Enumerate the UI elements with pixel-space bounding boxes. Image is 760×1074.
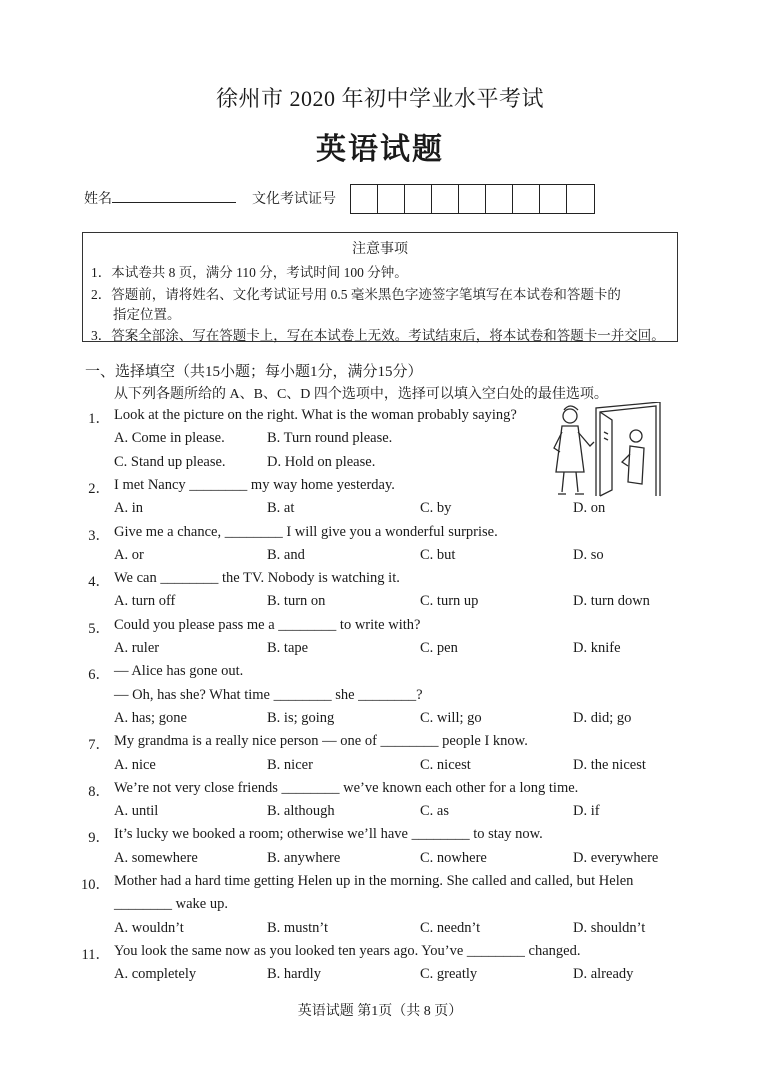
option-c[interactable]: C. turn up [420, 593, 479, 610]
question-stem: — Alice has gone out. [114, 663, 244, 680]
question-number: 3． [88, 527, 110, 544]
option-a[interactable]: A. wouldn’t [114, 919, 184, 936]
exam-id-box[interactable] [405, 185, 432, 213]
question-stem: ________ wake up. [114, 896, 228, 913]
option-d[interactable]: D. already [573, 966, 634, 983]
question-number: 1． [88, 411, 110, 427]
exam-title: 徐州市 2020 年初中学业水平考试 [215, 86, 544, 111]
question-stem: I met Nancy ________ my way home yesterday. [114, 476, 395, 493]
option-d[interactable]: D. shouldn’t [573, 919, 646, 936]
option-c[interactable]: C. nicest [420, 756, 471, 773]
notice-box [82, 232, 678, 342]
option-b[interactable]: B. and [267, 546, 305, 563]
exam-id-box[interactable] [432, 185, 459, 213]
question-stem: Mother had a hard time getting Helen up in the morning. She called and called, but Helen [114, 873, 634, 889]
option-a[interactable]: A. nice [114, 756, 156, 773]
exam-id-boxes[interactable] [350, 184, 595, 214]
section-heading: 一、选择填空（共15小题；每小题1分，满分15分） [85, 364, 423, 380]
question-stem: We can ________ the TV. Nobody is watching it. [114, 570, 400, 587]
name-label: 姓名 [84, 192, 112, 207]
option-b[interactable]: B. although [267, 803, 335, 820]
option-a[interactable]: A. ruler [114, 640, 160, 656]
exam-id-box[interactable] [351, 185, 378, 213]
option-a[interactable]: A. Come in please. [114, 430, 225, 447]
option-c[interactable]: C. but [420, 546, 456, 563]
question-number: 4． [88, 574, 110, 591]
option-a[interactable]: A. somewhere [114, 849, 198, 866]
question-number: 9． [88, 830, 110, 847]
option-a[interactable]: A. completely [114, 966, 197, 983]
option-c[interactable]: C. by [420, 500, 452, 517]
option-b[interactable]: B. Turn round please. [267, 430, 393, 447]
exam-id-box[interactable] [486, 185, 513, 213]
question-number: 6． [88, 667, 110, 684]
option-b[interactable]: B. mustn’t [267, 919, 328, 936]
question-number: 5． [88, 620, 110, 637]
notice-heading: 注意事项 [352, 242, 408, 257]
option-a[interactable]: A. in [114, 500, 143, 517]
exam-id-box[interactable] [459, 185, 486, 213]
question-stem: — Oh, has she? What time ________ she ________? [114, 686, 423, 703]
exam-id-box[interactable] [540, 185, 567, 213]
option-c[interactable]: C. greatly [420, 966, 478, 983]
name-underline[interactable] [112, 188, 236, 203]
page-footer: 英语试题 第1页（共 8 页） [297, 1004, 463, 1019]
notice-line-2: 2．答题前，请将姓名、文化考试证号用 0.5 毫米黑色字迹签字笔填写在本试卷和答题卡的 [91, 287, 621, 302]
option-b[interactable]: B. turn on [267, 593, 326, 610]
question-number: 2． [88, 480, 110, 497]
question-stem: We’re not very close friends ________ we’ve known each other for a long time. [114, 779, 579, 796]
question-number: 7． [88, 737, 110, 754]
option-a[interactable]: A. until [114, 803, 159, 820]
exam-id-box[interactable] [378, 185, 405, 213]
option-a[interactable]: A. turn off [114, 593, 176, 610]
option-c[interactable]: C. needn’t [420, 919, 481, 936]
option-d[interactable]: D. Hold on please. [267, 453, 376, 470]
question-stem: Look at the picture on the right. What is the woman probably saying? [114, 407, 517, 423]
option-b[interactable]: B. anywhere [267, 849, 341, 866]
notice-line-1: 1．本试卷共 8 页，满分 110 分，考试时间 100 分钟。 [91, 265, 408, 280]
option-a[interactable]: A. has; gone [114, 709, 187, 726]
question-stem: Give me a chance, ________ I will give you a wonderful surprise. [114, 523, 498, 540]
question-stem: Could you please pass me a ________ to write with? [114, 616, 421, 633]
name-field[interactable] [84, 188, 236, 208]
option-c[interactable]: C. Stand up please. [114, 453, 226, 470]
option-b[interactable]: B. hardly [267, 966, 321, 983]
question-number: 8． [88, 783, 110, 800]
option-d[interactable]: D. knife [573, 640, 621, 656]
option-d[interactable]: D. the nicest [573, 756, 646, 773]
option-b[interactable]: B. tape [267, 640, 309, 656]
option-d[interactable]: D. did; go [573, 709, 632, 726]
option-a[interactable]: A. or [114, 546, 144, 563]
option-c[interactable]: C. as [420, 803, 449, 820]
option-c[interactable]: C. nowhere [420, 849, 487, 866]
question-stem: You look the same now as you looked ten years ago. You’ve ________ changed. [114, 942, 581, 959]
woman-at-door-illustration [548, 402, 666, 498]
question-number: 10． [81, 877, 110, 893]
subject-title: 英语试题 [316, 132, 444, 167]
option-d[interactable]: D. everywhere [573, 849, 659, 866]
question-stem: My grandma is a really nice person — one of ________ people I know. [114, 733, 528, 750]
section-instruction: 从下列各题所给的 A、B、C、D 四个选项中，选择可以填入空白处的最佳选项。 [114, 387, 608, 402]
notice-line-2-cont: 指定位置。 [113, 307, 181, 322]
option-d[interactable]: D. so [573, 546, 604, 563]
option-b[interactable]: B. at [267, 500, 295, 517]
option-d[interactable]: D. if [573, 803, 600, 820]
exam-id-label: 文化考试证号 [252, 192, 336, 207]
option-c[interactable]: C. pen [420, 640, 458, 656]
exam-id-box[interactable] [567, 185, 594, 213]
question-stem: It’s lucky we booked a room; otherwise we’ll have ________ to stay now. [114, 826, 543, 843]
option-d[interactable]: D. on [573, 500, 606, 517]
notice-line-3: 3．答案全部涂、写在答题卡上，写在本试卷上无效。考试结束后，将本试卷和答题卡一并交回。 [91, 328, 665, 343]
question-number: 11． [81, 946, 110, 963]
option-b[interactable]: B. is; going [267, 709, 335, 726]
exam-id-box[interactable] [513, 185, 540, 213]
option-b[interactable]: B. nicer [267, 756, 313, 773]
option-c[interactable]: C. will; go [420, 709, 482, 726]
option-d[interactable]: D. turn down [573, 593, 650, 610]
